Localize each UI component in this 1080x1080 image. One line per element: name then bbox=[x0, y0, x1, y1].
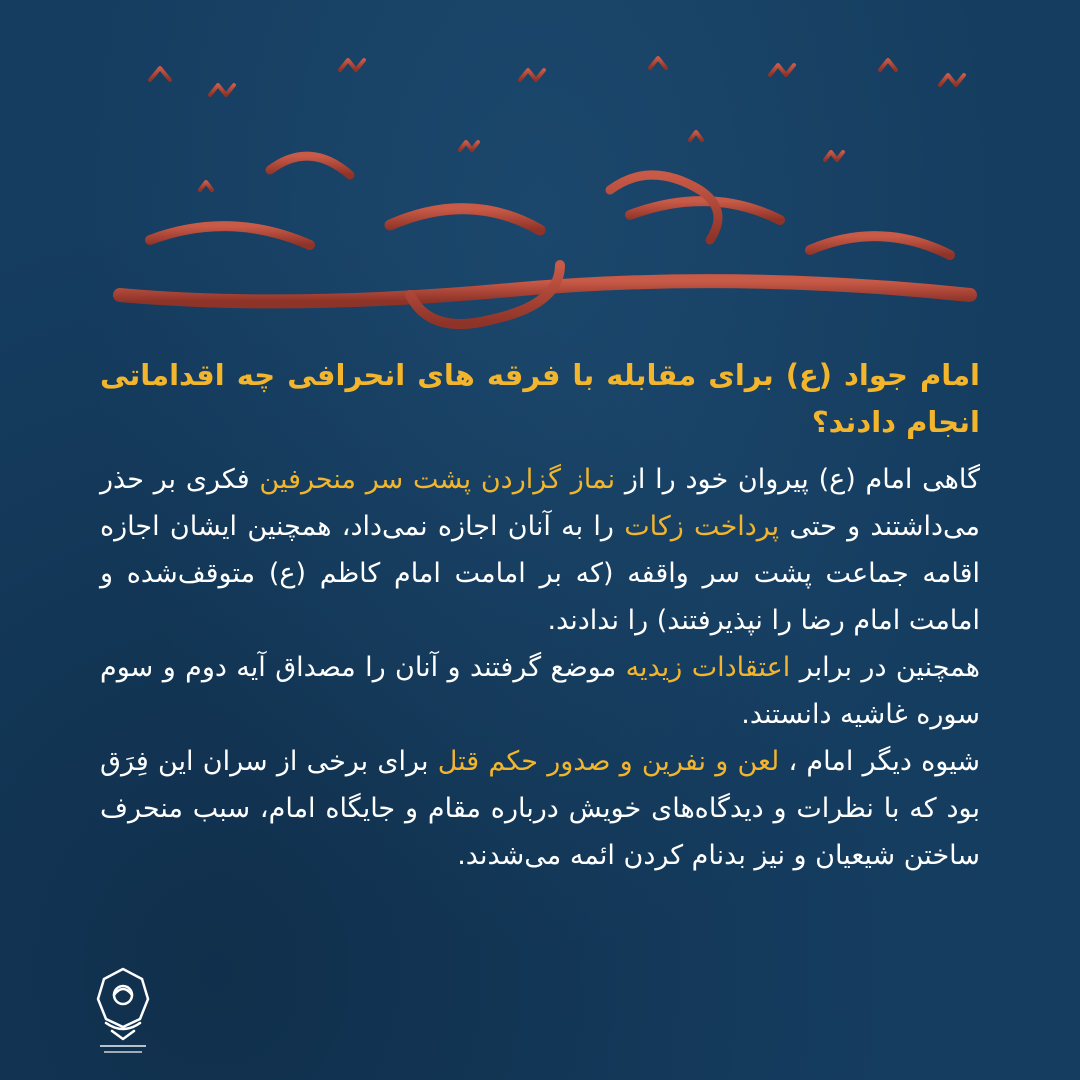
text-segment: را به آنان اجازه نمی‌داد، همچنین ایشان اجازه اقامه جماعت پشت سر واقفه (که بر امامت امام کاظم (ع) متوقف‌شده و امامت امام رضا را نپذیرفتند) را ندادند. bbox=[100, 511, 980, 636]
paragraph-1 bbox=[100, 456, 980, 644]
text-segment: گاهی امام (ع) پیروان خود را از bbox=[615, 464, 980, 495]
question-heading: امام جواد (ع) برای مقابله با فرقه های انحرافی چه اقداماتی انجام دادند؟ bbox=[100, 358, 980, 439]
calligraphy-heading bbox=[90, 40, 990, 340]
text-segment: همچنین در برابر bbox=[790, 652, 980, 683]
text-segment: موضع گرفتند و آنان را مصداق آیه دوم و سوم سوره غاشیه دانستند. bbox=[100, 652, 980, 730]
text-segment: فکری بر حذر می‌داشتند و حتی bbox=[100, 464, 981, 542]
highlight-segment: لعن و نفرین و صدور حکم قتل bbox=[437, 746, 780, 777]
paragraph-3 bbox=[100, 738, 980, 879]
text-segment: شیوه دیگر امام ، bbox=[779, 746, 980, 777]
main-text bbox=[100, 352, 980, 879]
highlight-segment: پرداخت زکات bbox=[624, 511, 780, 542]
text-segment: برای برخی از سران این فِرَق بود که با نظرات و دیدگاه‌های خویش درباره مقام و جایگاه امام، سبب منحرف ساختن شیعیان و نیز بدنام کردن ائمه می‌شدند. bbox=[100, 746, 980, 871]
highlight-segment: اعتقادات زیدیه bbox=[625, 652, 791, 683]
highlight-segment: نماز گزاردن پشت سر منحرفین bbox=[259, 464, 616, 495]
logo-caption bbox=[100, 1045, 146, 1053]
paragraph-2 bbox=[100, 644, 980, 738]
organization-logo bbox=[92, 965, 154, 1065]
